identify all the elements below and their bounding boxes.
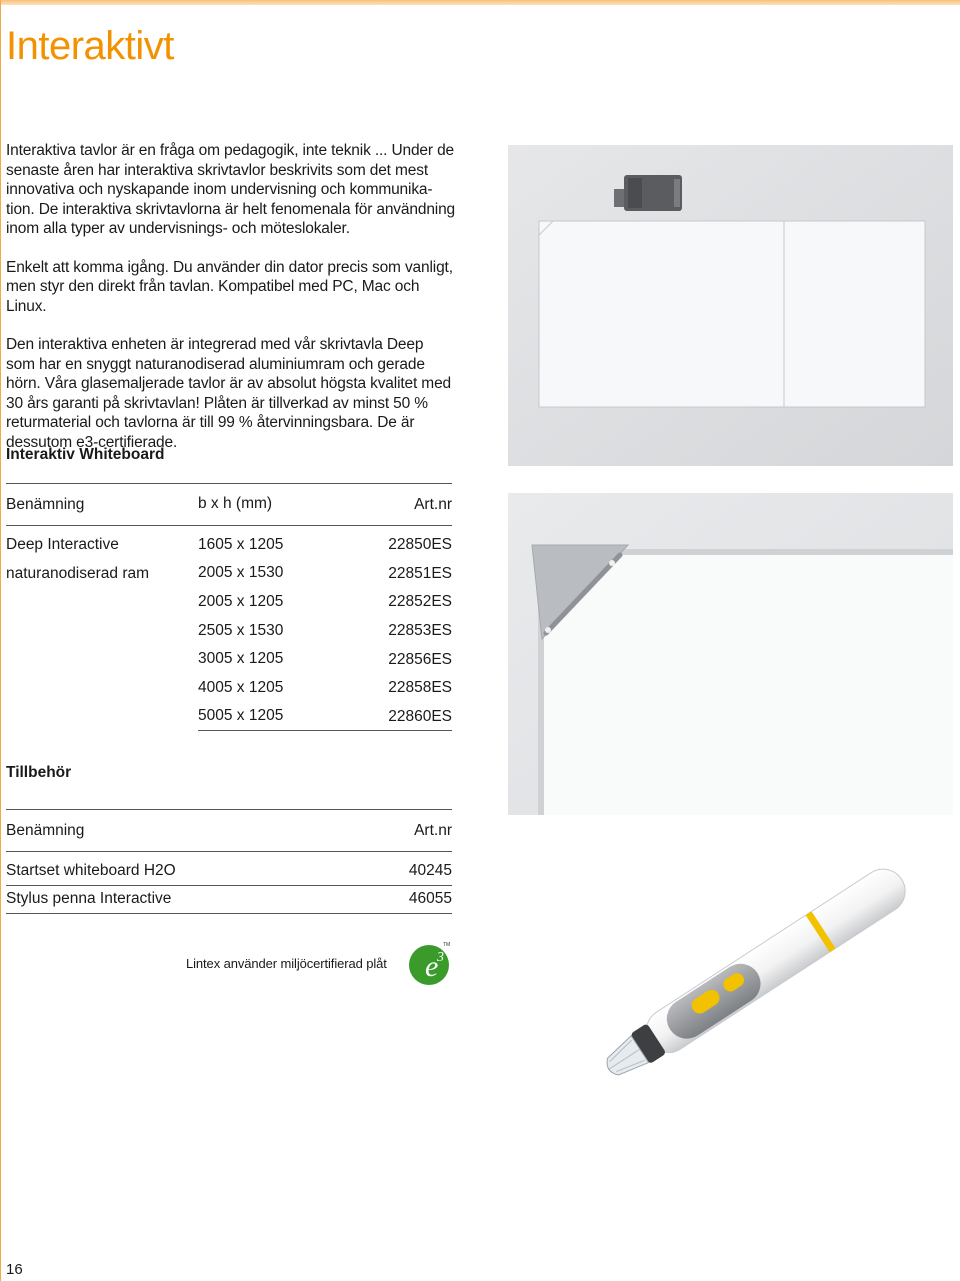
table-bottom-rule [198, 730, 452, 731]
corner-detail-photo [508, 493, 953, 815]
page-title: Interaktivt [6, 24, 174, 68]
table-row [6, 703, 452, 732]
whiteboard-table [6, 483, 452, 731]
whiteboard-heading: Interaktiv Whiteboard [6, 446, 165, 463]
table-header [6, 809, 452, 852]
intro-paragraph-1: Interaktiva tavlor är en fråga om pedagogik, inte teknik ... Under de senaste åren har interaktiva skrivtavlor beskrivits som det mest innovativa och nyskapande inom undervisning och kommunika-tion. De interaktiva skrivtavlorna är helt fenomenala för användning inom alla typer av undervisnings- och möteslokaler. [6, 142, 456, 237]
table-row [6, 857, 452, 886]
left-accent-rule [0, 0, 1, 1281]
intro-paragraph-3: Den interaktiva enheten är integrerad med vår skrivtavla Deep som har en snyggt naturanodiserad aluminiumram och gerade hörn. Våra glasemaljerade tavlor är av absolut högsta kvalitet med 30 års garanti på skrivtavlan! Plåten är tillverkad av minst 50 % returmaterial och tavlorna är till 99 % återvinningsbara. De är dessutom e3-certifierade. [6, 336, 452, 451]
cell-name: Stylus penna Interactive [6, 890, 172, 908]
accessories-table [6, 809, 452, 914]
cell-artnr: 22850ES [388, 536, 452, 554]
column-header-artnr: Art.nr [414, 495, 452, 513]
cell-artnr: 22852ES [388, 593, 452, 611]
cell-name: Deep Interactive [6, 536, 119, 554]
table-row [6, 617, 452, 646]
cell-artnr: 22856ES [388, 650, 452, 668]
table-row [6, 674, 452, 703]
page-number: 16 [6, 1261, 23, 1278]
e3-logo [408, 940, 454, 986]
column-header-artnr: Art.nr [414, 821, 452, 839]
cell-artnr: 22858ES [388, 679, 452, 697]
intro-text [6, 141, 456, 471]
stylus-pen-photo [560, 860, 930, 1100]
cell-size: 2505 x 1530 [198, 621, 284, 639]
column-header-name: Benämning [6, 821, 85, 839]
logo-letter: e [425, 950, 439, 983]
cell-name: Startset whiteboard H2O [6, 861, 176, 879]
cell-size: 5005 x 1205 [198, 707, 284, 725]
cell-size: 3005 x 1205 [198, 650, 284, 668]
table-row [6, 531, 452, 560]
table-header [6, 483, 452, 526]
cell-name: naturanodiserad ram [6, 564, 150, 582]
cell-size: 1605 x 1205 [198, 535, 284, 553]
cell-size: 2005 x 1205 [198, 592, 284, 610]
cell-artnr: 22860ES [388, 707, 452, 725]
intro-paragraph-2: Enkelt att komma igång. Du använder din dator precis som vanligt, men styr den direkt från tavlan. Kompatibel med PC, Mac och Linux. [6, 258, 453, 315]
cell-artnr: 22853ES [388, 622, 452, 640]
cell-size: 2005 x 1530 [198, 564, 284, 582]
table-row [6, 645, 452, 674]
whiteboard-photo [508, 145, 953, 466]
table-row [6, 886, 452, 915]
column-header-size: b x h (mm) [198, 495, 273, 512]
logo-trademark: TM [443, 942, 451, 948]
sensor-bracket [614, 189, 624, 207]
table-row [6, 588, 452, 617]
top-accent-bar [0, 0, 960, 5]
table-row [6, 560, 452, 589]
table-body [6, 526, 452, 731]
eco-note: Lintex använder miljöcertifierad plåt [186, 956, 387, 971]
logo-superscript: 3 [437, 950, 444, 965]
cell-artnr: 46055 [408, 890, 452, 908]
cell-artnr: 40245 [408, 861, 452, 879]
column-header-name: Benämning [6, 495, 85, 513]
cell-artnr: 22851ES [388, 564, 452, 582]
cell-size: 4005 x 1205 [198, 678, 284, 696]
accessories-heading: Tillbehör [6, 764, 72, 781]
